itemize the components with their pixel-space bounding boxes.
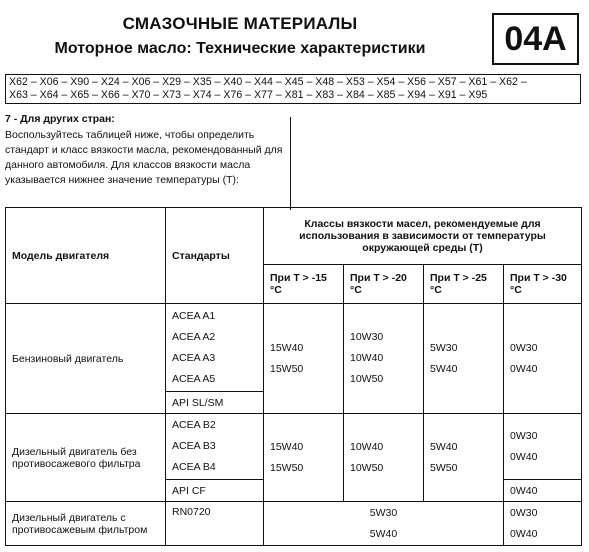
diesel-filter-merged: 5W30 5W40 [264,502,504,546]
diesel-t25: 5W40 5W50 [424,414,504,502]
engine-petrol: Бензиновый двигатель [6,304,166,414]
intro-text: Воспользуйтесь таблицей ниже, чтобы определить стандарт и класс вязкости масла, рекомендованный для данного автомобиля. Для классов вязкости масла указывается нижнее значение температуры (T): [5,129,283,186]
diesel-t30-top: 0W30 0W40 [504,414,582,480]
header-engine: Модель двигателя [6,208,166,304]
page-subtitle: Моторное масло: Технические характеристики [54,40,426,57]
petrol-acea: ACEA A1 ACEA A2 ACEA A3 ACEA A5 [166,304,264,392]
header-temp-15: При T > -15 °C [264,265,344,304]
header-temp-30: При T > -30 °C [504,265,582,304]
diesel-t30-bottom: 0W40 [504,480,582,502]
section-heading: 7 - Для других стран: [5,113,115,125]
diesel-filter-t30: 0W30 0W40 [504,502,582,546]
header-standards: Стандарты [166,208,264,304]
petrol-t20: 10W30 10W40 10W50 [344,304,424,414]
page-title: СМАЗОЧНЫЕ МАТЕРИАЛЫ [122,14,358,33]
petrol-api: API SL/SM [166,392,264,414]
section-badge: 04A [492,13,579,65]
header-viscosity: Классы вязкости масел, рекомендуемые для использования в зависимости от температуры окружающей среды (T) [264,208,582,265]
diesel-t20: 10W40 10W50 [344,414,424,502]
callout-line [290,117,291,210]
diesel-filter-standard: RN0720 [166,502,264,546]
header-temp-25: При T > -25 °C [424,265,504,304]
diesel-t15: 15W40 15W50 [264,414,344,502]
vehicle-models-box [5,74,581,104]
petrol-t15: 15W40 15W50 [264,304,344,414]
engine-diesel-filter: Дизельный двигатель с противосажевым фильтром [6,502,166,546]
header-temp-20: При T > -20 °C [344,265,424,304]
petrol-t25: 5W30 5W40 [424,304,504,414]
models-line-2: X63 – X64 – X65 – X66 – X70 – X73 – X74 – X76 – X77 – X81 – X83 – X84 – X85 – X94 – X91 – X95 [9,89,488,101]
models-line-1: X62 – X06 – X90 – X24 – X06 – X29 – X35 – X40 – X44 – X45 – X48 – X53 – X54 – X56 – X57 – X61 – X62 – [9,76,527,88]
diesel-api: API CF [166,480,264,502]
engine-diesel-nofilter: Дизельный двигатель без противосажевого фильтра [6,414,166,502]
petrol-t30: 0W30 0W40 [504,304,582,414]
oil-spec-table [5,207,582,546]
diesel-acea: ACEA B2 ACEA B3 ACEA B4 [166,414,264,480]
